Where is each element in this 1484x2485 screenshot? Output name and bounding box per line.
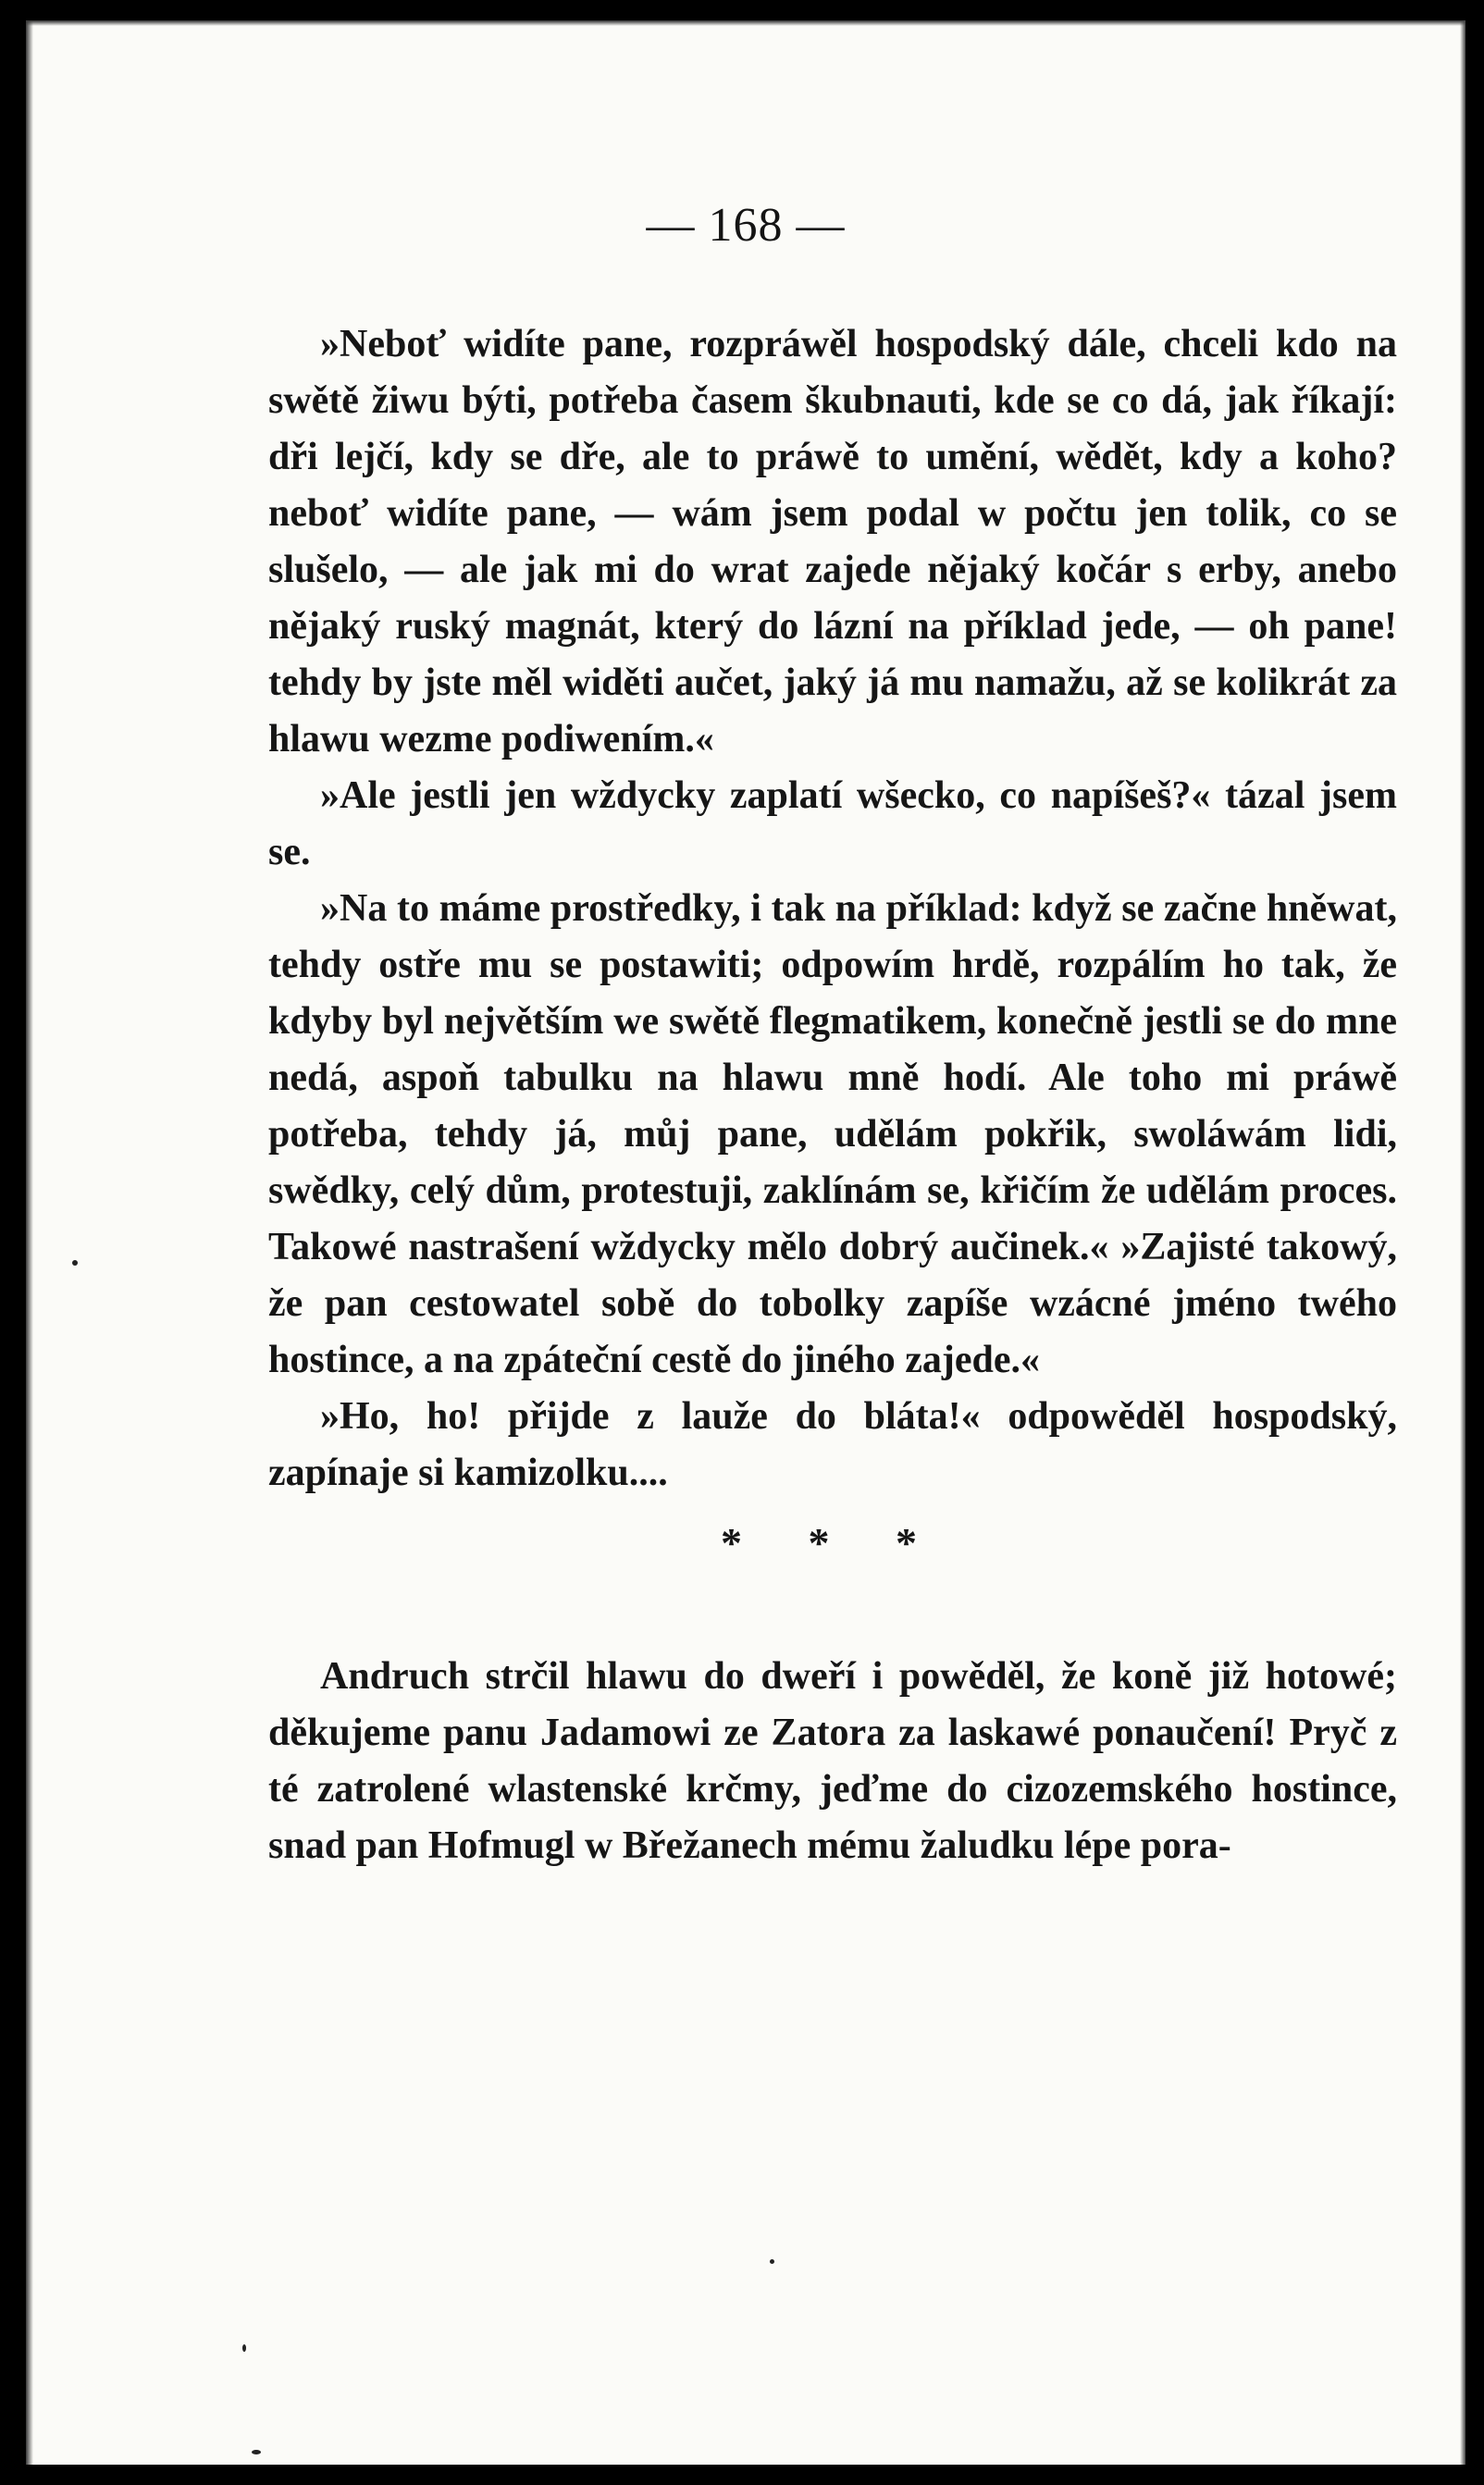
paragraph-3: »Na to máme prostředky, i tak na příklad: když se začne hněwat, tehdy ostře mu se postawiti; odpowím hrdě, rozpálím ho tak, že kdyby byl největším we swětě flegmatikem, konečně jestli se do mne nedá, aspoň tabulku na hlawu mně hodí. Ale toho mi práwě potřeba, tehdy já, můj pane, udělám pokřik, swoláwám lidi, swědky, celý dům, protestuji, zaklínám se, křičím že udělám proces. Takowé nastrašení wždycky mělo dobrý aučinek.« »Zajisté takowý, že pan cestowatel sobě do tobolky zapíše wzácné jméno twého hostince, a na zpáteční cestě do jiného zajede.« bbox=[268, 887, 1397, 1381]
print-speck bbox=[72, 1260, 78, 1266]
page-edge-top bbox=[26, 20, 1465, 26]
page-edge-right bbox=[1460, 20, 1465, 2465]
paragraph-5: Andruch strčil hlawu do dweří i powěděl, že koně již hotowé; děkujeme panu Jadamowi ze Zatora za laskawé ponaučení! Pryč z té zatrolené wlastenské krčmy, jeďme do cizozemského hostince, snad pan Hofmugl w Břežanech mému žaludku lépe pora- bbox=[268, 1655, 1397, 1867]
print-speck bbox=[242, 2344, 246, 2352]
paragraph-2: »Ale jestli jen wždycky zaplatí wšecko, co napíšeš?« tázal jsem se. bbox=[268, 774, 1397, 873]
page-edge-left bbox=[26, 20, 33, 2465]
section-separator: * * * bbox=[721, 1519, 945, 1566]
print-speck bbox=[252, 2450, 261, 2454]
page-number: — 168 — bbox=[646, 199, 846, 252]
paragraph-1: »Neboť widíte pane, rozpráwěl hospodský dále, chceli kdo na swětě žiwu býti, potřeba časem škubnauti, kde se co dá, jak říkají: dři lejčí, kdy se dře, ale to práwě to umění, wědět, kdy a koho? neboť widíte pane, — wám jsem podal w počtu jen tolik, co se slušelo, — ale jak mi do wrat zajede nějaký kočár s erby, anebo nějaký ruský magnát, který do lázní na příklad jede, — oh pane! tehdy by jste měl widěti aučet, jaký já mu namažu, až se kolikrát za hlawu wezme podiwením.« bbox=[268, 323, 1397, 760]
text-block bbox=[268, 316, 1397, 1874]
paragraph-4: »Ho, ho! přijde z lauže do bláta!« odpowěděl hospodský, zapínaje si kamizolku.... bbox=[268, 1395, 1397, 1494]
book-page bbox=[26, 20, 1465, 2465]
print-speck bbox=[770, 2259, 774, 2264]
